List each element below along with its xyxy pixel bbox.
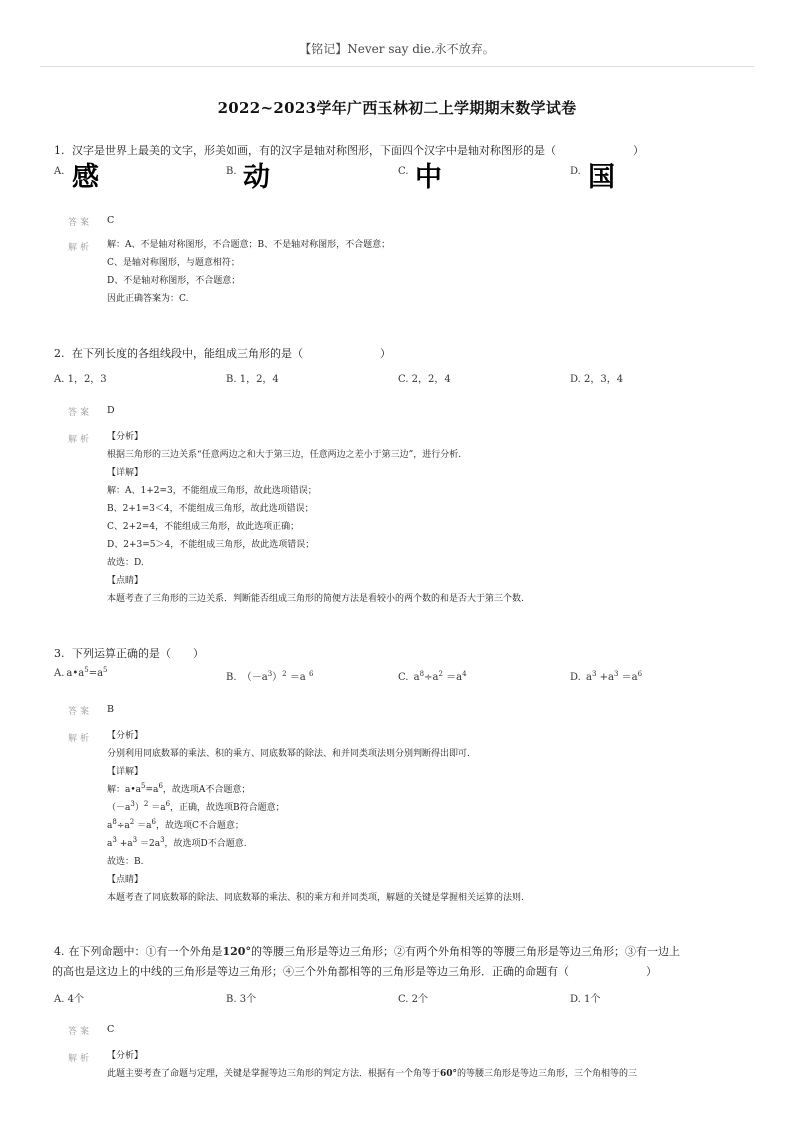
question-number: 1. <box>54 144 65 157</box>
explanation-line: 本题考查了同底数幂的除法、同底数幂的乘法、积的乘方和并同类项，解题的关键是掌握相关运算的法则. <box>107 893 524 903</box>
explanation-line: 【详解】 <box>107 468 144 478</box>
q2-option-b[interactable]: B. 1，2，4 <box>226 374 279 385</box>
explanation-line: 【详解】 <box>107 767 144 777</box>
explanation-line: 根据三角形的三边关系“任意两边之和大于第三边，任意两边之差小于第三边”，进行分析. <box>107 450 462 460</box>
answer-label: 答案 <box>68 218 93 228</box>
explanation-line: D、2+3=5＞4，不能组成三角形，故此选项错误； <box>107 540 315 550</box>
question-number: 3. <box>54 647 65 660</box>
q2-option-c[interactable]: C. 2，2，4 <box>398 374 451 385</box>
q3-option-d[interactable]: D. $a^3 +a^3 =a^6$ <box>570 670 643 683</box>
explanation-line: 【点睛】 <box>107 576 144 586</box>
question-text: 在下列长度的各组线段中，能组成三角形的是（ ） <box>72 347 391 360</box>
q4-explanation <box>107 1047 747 1083</box>
q3-answer: B <box>107 704 114 715</box>
question-text: 汉字是世界上最美的文字，形美如画，有的汉字是轴对称图形，下面四个汉字中是轴对称图形的是（ ） <box>72 144 644 157</box>
q1-option-d-letter: D. <box>570 166 581 177</box>
q2-explanation <box>107 428 747 608</box>
question-2-stem <box>54 345 744 363</box>
explanation-line: B、2+1=3＜4，不能组成三角形，故此选项错误； <box>107 504 314 514</box>
analysis-label: 解析 <box>68 1054 93 1064</box>
q3-option-b[interactable]: B. $(-a^3)^2 =a$ $^6$ <box>226 670 314 683</box>
explanation-line: 【分析】 <box>107 731 144 741</box>
q2-option-d[interactable]: D. 2，3，4 <box>570 374 624 385</box>
header-divider <box>40 66 754 67</box>
q1-option-a-char[interactable]: 感 <box>72 162 99 193</box>
question-number: 2. <box>54 347 65 360</box>
q1-option-d-char[interactable]: 国 <box>588 162 615 193</box>
q1-option-b-letter: B. <box>226 166 237 177</box>
explanation-line: 解：A、不是轴对称图形，不合题意；B、不是轴对称图形，不合题意； <box>107 240 391 250</box>
q1-option-c-letter: C. <box>398 166 409 177</box>
question-1-stem <box>54 142 744 160</box>
q3-explanation <box>107 727 747 907</box>
analysis-label: 解析 <box>68 435 93 445</box>
explanation-line: 【点睛】 <box>107 875 144 885</box>
q1-option-b-char[interactable]: 动 <box>243 162 270 193</box>
q4-answer: C <box>107 1024 115 1035</box>
question-text: 下列运算正确的是（ ） <box>72 647 204 660</box>
explanation-line: 本题考查了三角形的三边关系．判断能否组成三角形的简便方法是看较小的两个数的和是否大于第三个数. <box>107 594 524 604</box>
question-number: 4. <box>54 945 65 958</box>
explanation-line: $a^8\div a^2 =a^6$，故选项C不合题意； <box>107 818 244 831</box>
answer-label: 答案 <box>68 408 93 418</box>
q3-option-a[interactable]: A. $a•a^5=a^5$ <box>54 666 108 679</box>
exam-title: 2022~2023学年广西玉林初二上学期期末数学试卷 <box>217 99 577 117</box>
explanation-line: 此题主要考查了命题与定理，关键是掌握等边三角形的判定方法．根据有一个角等于60°的等腰三角形是等边三角形，三个角相等的三 <box>107 1069 638 1079</box>
explanation-line: 【分析】 <box>107 432 144 442</box>
question-4-stem: 4. 在下列命题中：①有一个外角是120°的等腰三角形是等边三角形；②有两个外角相等的等腰三角形是等边三角形；③有一边上 的高也是这边上的中线的三角形是等边三角形；④三个外角都相等的三角形是等边三角形．正确的命题有（ ） <box>52 945 680 978</box>
q1-explanation <box>107 236 747 308</box>
explanation-line: D、不是轴对称图形，不合题意； <box>107 276 241 286</box>
q1-option-c-char[interactable]: 中 <box>415 162 442 193</box>
explanation-line: 解：A、1+2=3，不能组成三角形，故此选项错误； <box>107 486 317 496</box>
analysis-label: 解析 <box>68 243 93 253</box>
q4-option-d[interactable]: D. 1个 <box>570 994 601 1005</box>
page-motto: 【铭记】Never say die.永不放弃。 <box>299 42 495 56</box>
explanation-line: C、是轴对称图形，与题意相符； <box>107 258 240 268</box>
answer-label: 答案 <box>68 1027 93 1037</box>
explanation-line: 故选：B. <box>107 857 144 867</box>
explanation-line: $(-a^3)^2 =a^6$，正确，故选项B符合题意； <box>107 800 285 813</box>
q4-option-a[interactable]: A. 4个 <box>54 994 84 1005</box>
q1-answer: C <box>107 215 115 226</box>
explanation-line: C、2+2=4，不能组成三角形，故此选项正确； <box>107 522 300 532</box>
analysis-label: 解析 <box>68 734 93 744</box>
answer-label: 答案 <box>68 707 93 717</box>
q4-option-c[interactable]: C. 2个 <box>398 994 429 1005</box>
q2-option-a[interactable]: A. 1，2，3 <box>54 374 107 385</box>
explanation-line: 因此正确答案为：C. <box>107 294 189 304</box>
question-3-stem <box>54 645 744 663</box>
explanation-line: $a^3 +a^3 =2a^3$，故选项D不合题意. <box>107 836 247 849</box>
q3-option-c[interactable]: C. $a^8\div a^2 =a^4$ <box>398 670 467 683</box>
explanation-line: 分别利用同底数幂的乘法、积的乘方、同底数幂的除法、和并同类项法则分别判断得出即可. <box>107 749 470 759</box>
explanation-line: 故选：D. <box>107 558 144 568</box>
explanation-line: 解：$a•a^5=a^6$，故选项A不合题意； <box>107 782 251 795</box>
q1-option-a-letter: A. <box>54 166 65 177</box>
explanation-line: 【分析】 <box>107 1051 144 1061</box>
q2-answer: D <box>107 405 115 416</box>
q4-option-b[interactable]: B. 3个 <box>226 994 257 1005</box>
